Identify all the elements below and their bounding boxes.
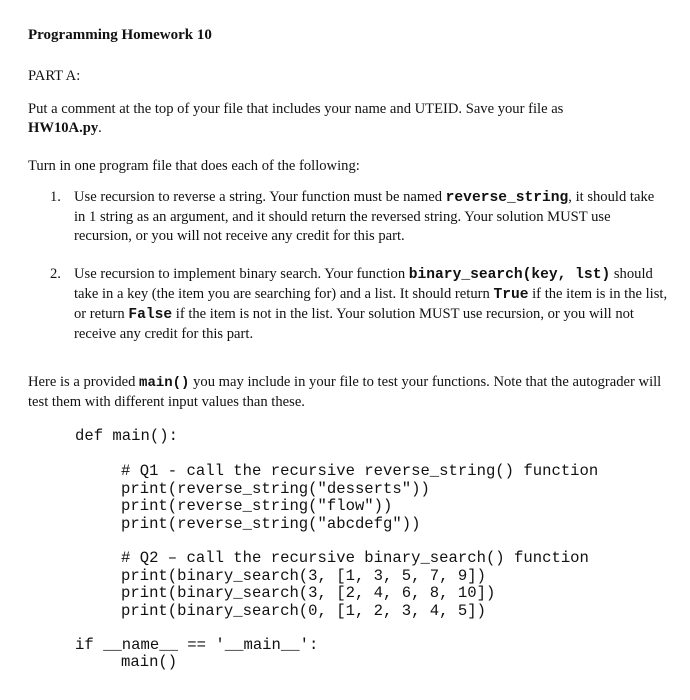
task-item: [28, 188, 668, 246]
code-block-q1: [121, 463, 598, 533]
code-line: # Q2 – call the recursive binary_search() function: [121, 549, 589, 567]
code-line: # Q1 - call the recursive reverse_string() function: [121, 462, 599, 480]
task-text: if the item is not in the list. Your solution MUST use recursion, or you will not receive any credit for this part.: [74, 306, 634, 342]
code-line: print(reverse_string("desserts")): [121, 479, 430, 498]
intro-paragraph: [28, 100, 668, 138]
inline-code: reverse_string: [445, 190, 569, 206]
task-text: , it should take in 1 string as an argument, and it should return the reversed string. Your solution MUST use recursion, or you will not receive any credit for this part.: [74, 189, 655, 244]
inline-code: True: [493, 287, 529, 303]
code-line: print(binary_search(3, [1, 3, 5, 7, 9]): [121, 566, 486, 585]
page-title: Programming Homework 10: [28, 27, 212, 43]
code-line: print(binary_search(3, [2, 4, 6, 8, 10]): [121, 584, 496, 603]
code-keyword: if: [75, 636, 104, 654]
part-heading: PART A:: [28, 68, 81, 84]
code-name: __name__: [103, 636, 178, 654]
inline-code: binary_search(key, lst): [408, 267, 611, 283]
task-text: if the item is in the list, or return: [74, 286, 668, 322]
code-operator: == ': [177, 636, 225, 654]
task-item: [28, 265, 668, 344]
code-main: __main__: [224, 636, 300, 654]
task-number: 1.: [50, 189, 61, 205]
provided-text: Here is a provided: [28, 374, 136, 390]
code-line: print(binary_search(0, [1, 2, 3, 4, 5]): [121, 601, 486, 620]
instructions: Turn in one program file that does each of the following:: [28, 158, 360, 174]
code-if-line: [75, 637, 318, 655]
provided-text: you may include in your file to test your functions. Note that the autograder will test them with different input values than these.: [28, 374, 662, 410]
code-main-call: main(): [121, 653, 178, 671]
code-line: print(reverse_string("abcdefg")): [121, 514, 421, 533]
inline-code: main(): [139, 375, 190, 391]
code-def-line: def main():: [75, 427, 178, 445]
filename: HW10A.py: [28, 120, 99, 136]
task-text: should take in a key (the item you are searching for) and a list. It should return: [74, 266, 653, 302]
task-text: Use recursion to reverse a string. Your function must be named: [74, 189, 443, 205]
code-line: print(reverse_string("flow")): [121, 497, 393, 516]
code-block-q2: [121, 550, 589, 620]
task-number: 2.: [50, 266, 61, 282]
intro-period: .: [98, 120, 102, 136]
code-end: ':: [299, 636, 319, 654]
intro-text: Put a comment at the top of your file that includes your name and UTEID. Save your file as: [28, 101, 564, 117]
task-text: Use recursion to implement binary search. Your function: [74, 266, 406, 282]
provided-paragraph: [28, 373, 668, 412]
task-list: [28, 188, 668, 363]
inline-code: False: [128, 307, 173, 323]
